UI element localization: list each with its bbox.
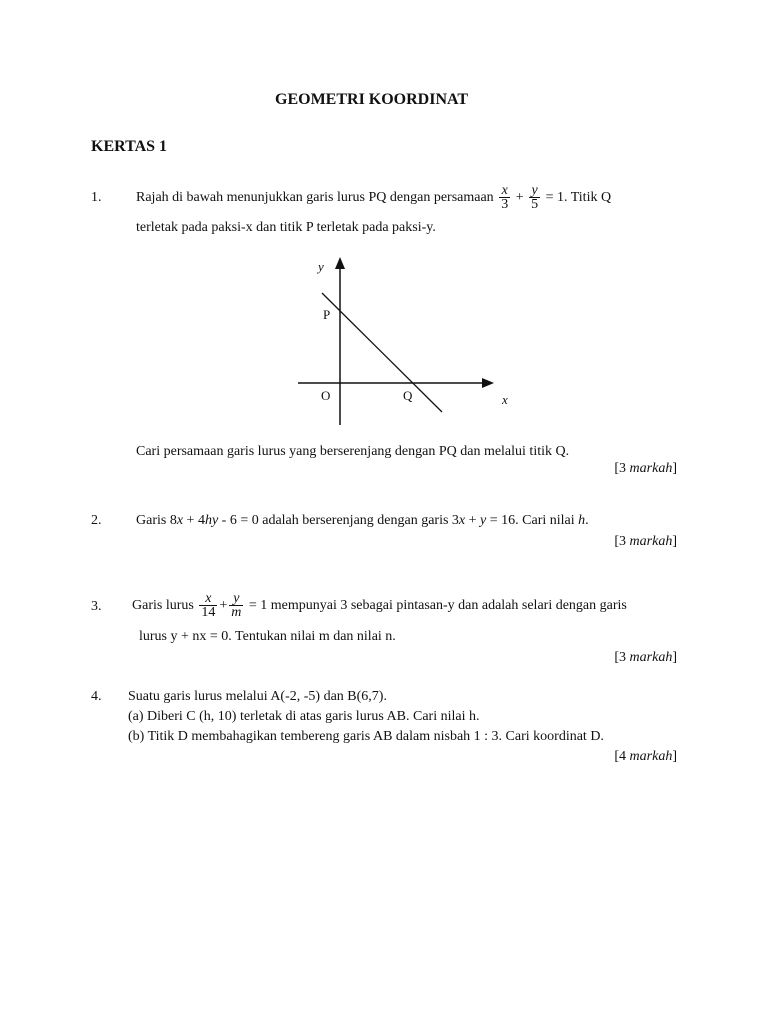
- q1-text-b: = 1. Titik Q: [545, 190, 612, 205]
- origin-label: O: [321, 388, 331, 403]
- q4-marks: [4 markah]: [614, 749, 677, 764]
- q4-line1: Suatu garis lurus melalui A(-2, -5) dan B(6,7).: [128, 689, 387, 704]
- page-title: GEOMETRI KOORDINAT: [275, 91, 469, 108]
- x-axis-arrow: [482, 378, 494, 388]
- q3-fraction-x: $\frac{x}{14}$: [201, 591, 216, 621]
- q1-number: 1.: [91, 190, 102, 205]
- q1-text-a: Rajah di bawah menunjukkan garis lurus PQ dengan persamaan: [136, 190, 494, 205]
- section-heading: KERTAS 1: [91, 138, 168, 155]
- q3-marks: [3 markah]: [614, 650, 677, 665]
- q3-fraction-y: $\frac{y}{m}$: [231, 591, 242, 621]
- x-axis-label: x: [502, 392, 508, 407]
- point-p-label: P: [323, 307, 331, 322]
- y-axis-arrow: [335, 257, 345, 269]
- q4-part-a: (a) Diberi C (h, 10) terletak di atas garis lurus AB. Cari nilai h.: [128, 709, 480, 724]
- y-axis-label: y: [318, 259, 324, 274]
- q1-marks: [3 markah]: [614, 461, 677, 476]
- point-q-label: Q: [403, 388, 413, 403]
- q1-fraction-x: $\frac{x}{3}$: [501, 183, 509, 213]
- q1-plus: +: [515, 190, 524, 205]
- q3-line2: lurus y + nx = 0. Tentukan nilai m dan nilai n.: [139, 629, 396, 644]
- q3-plus: +: [219, 598, 228, 613]
- q2-marks: [3 markah]: [614, 534, 677, 549]
- q1-graph: [290, 255, 520, 435]
- q3-text-a: Garis lurus: [132, 598, 194, 613]
- q4-part-b: (b) Titik D membahagikan tembereng garis AB dalam nisbah 1 : 3. Cari koordinat D.: [128, 729, 604, 744]
- q1-line2: terletak pada paksi-x dan titik P terletak pada paksi-y.: [136, 220, 436, 235]
- q3-number: 3.: [91, 599, 102, 614]
- q4-number: 4.: [91, 689, 102, 704]
- q1-statement: [136, 181, 611, 215]
- q1-question: Cari persamaan garis lurus yang berserenjang dengan PQ dan melalui titik Q.: [136, 444, 570, 459]
- q1-fraction-y: $\frac{y}{5}$: [531, 183, 539, 213]
- q3-text-b: = 1 mempunyai 3 sebagai pintasan-y dan adalah selari dengan garis: [248, 598, 627, 613]
- q2-number: 2.: [91, 513, 102, 528]
- q3-statement: [132, 589, 627, 623]
- q2-statement: Garis 8x + 4hy - 6 = 0 adalah berserenjang dengan garis 3x + y = 16. Cari nilai h.: [136, 513, 589, 528]
